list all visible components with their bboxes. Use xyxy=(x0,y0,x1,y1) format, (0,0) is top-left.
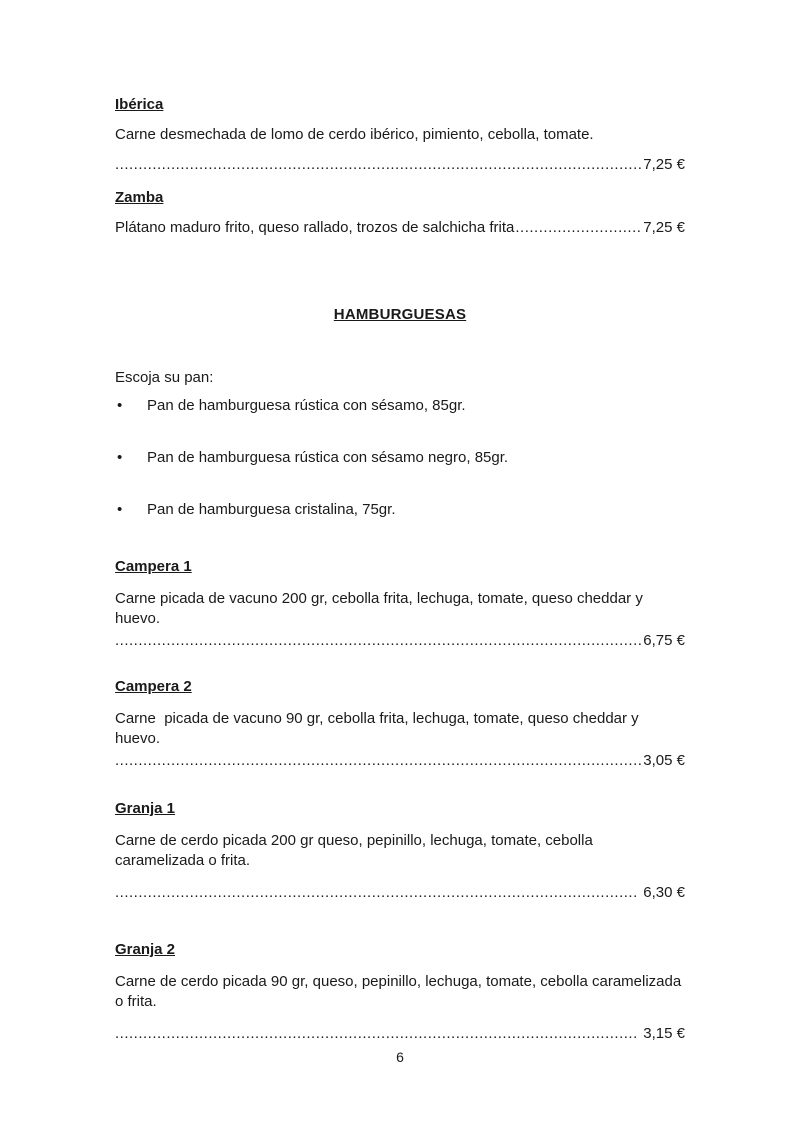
menu-item-price: 3,15 € xyxy=(643,1025,685,1042)
section-title-hamburguesas: HAMBURGUESAS xyxy=(333,306,467,323)
price-leader-row xyxy=(115,218,685,238)
price-leader-row xyxy=(115,751,685,771)
dotted-leader xyxy=(515,218,642,238)
menu-item-name: Granja 1 xyxy=(115,800,176,817)
price-leader-row xyxy=(115,155,685,175)
menu-item-description: Carne de cerdo picada 200 gr queso, pepinillo, lechuga, tomate, cebolla caramelizada o frita. xyxy=(115,832,597,869)
menu-item-zamba xyxy=(115,188,685,238)
menu-item-price: 6,75 € xyxy=(643,632,685,649)
price-leader-row xyxy=(115,883,685,903)
menu-item-iberica xyxy=(115,95,685,175)
menu-item-granja-2 xyxy=(115,940,685,1044)
bread-option: • Pan de hamburguesa rústica con sésamo negro, 85gr. xyxy=(115,448,685,468)
menu-item-price: 6,30 € xyxy=(643,884,685,901)
menu-item-name: Ibérica xyxy=(115,96,164,113)
bread-option: • Pan de hamburguesa cristalina, 75gr. xyxy=(115,500,685,520)
dotted-leader xyxy=(115,1024,639,1044)
menu-item-description: Carne picada de vacuno 90 gr, cebolla frita, lechuga, tomate, queso cheddar y huevo. xyxy=(115,710,643,747)
menu-item-granja-1 xyxy=(115,799,685,903)
price-leader-row xyxy=(115,631,685,651)
menu-item-campera-2 xyxy=(115,677,685,771)
menu-item-price: 7,25 € xyxy=(643,156,685,173)
menu-item-price: 7,25 € xyxy=(643,219,685,236)
dotted-leader xyxy=(115,155,643,175)
menu-item-description: Plátano maduro frito, queso rallado, trozos de salchicha frita xyxy=(115,219,515,236)
menu-item-description: Carne de cerdo picada 90 gr, queso, pepinillo, lechuga, tomate, cebolla caramelizada o frita. xyxy=(115,973,686,1010)
dotted-leader xyxy=(115,883,639,903)
bread-intro-text: Escoja su pan: xyxy=(115,369,214,386)
menu-item-campera-1 xyxy=(115,557,685,651)
dotted-leader xyxy=(115,631,643,651)
menu-item-name: Granja 2 xyxy=(115,941,176,958)
dotted-leader xyxy=(115,751,643,771)
menu-item-name: Campera 1 xyxy=(115,558,192,575)
menu-item-description: Carne desmechada de lomo de cerdo ibérico, pimiento, cebolla, tomate. xyxy=(115,126,594,143)
price-leader-row xyxy=(115,1024,685,1044)
menu-item-name: Zamba xyxy=(115,189,164,206)
menu-item-name: Campera 2 xyxy=(115,678,192,695)
menu-item-price: 3,05 € xyxy=(643,752,685,769)
bread-option: • Pan de hamburguesa rústica con sésamo, 85gr. xyxy=(115,396,685,416)
bread-options-list xyxy=(115,396,685,520)
page-number: 6 xyxy=(396,1049,404,1065)
menu-item-description: Carne picada de vacuno 200 gr, cebolla frita, lechuga, tomate, queso cheddar y huevo. xyxy=(115,590,648,627)
